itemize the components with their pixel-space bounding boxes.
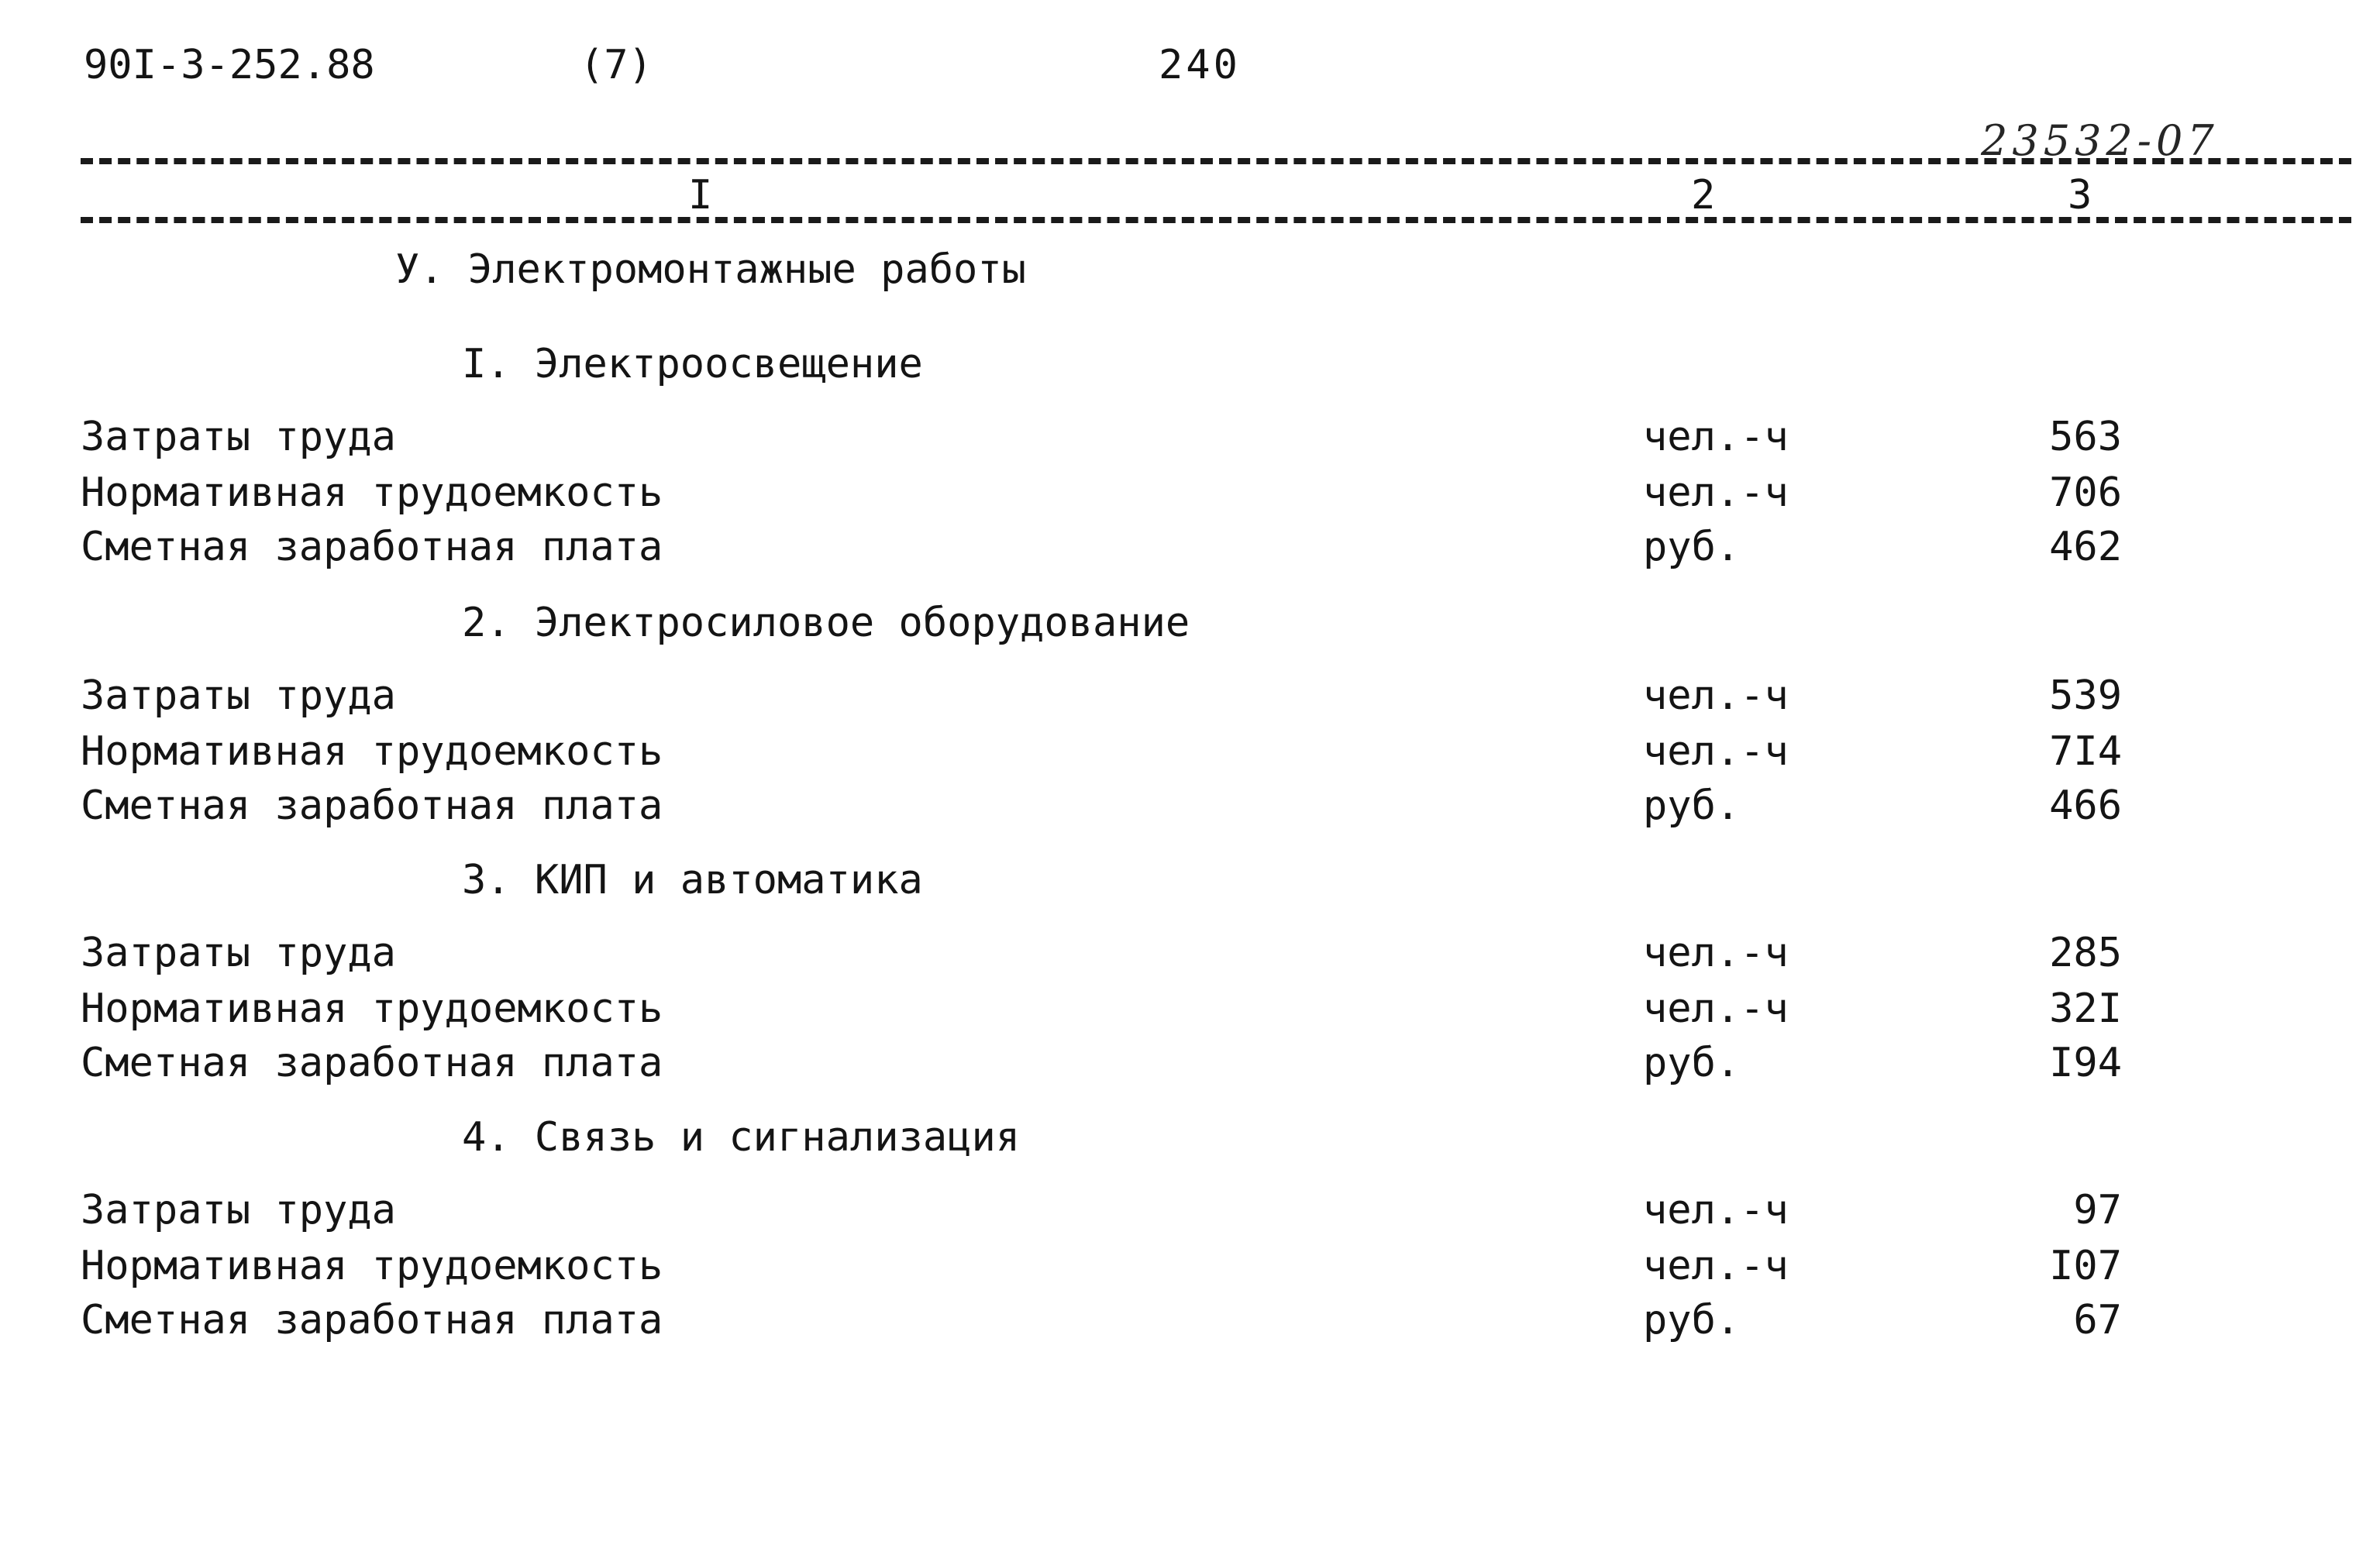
row-unit: руб. (1643, 524, 1741, 570)
row-unit: чел.-ч (1643, 673, 1789, 719)
row-value: 539 (2049, 673, 2122, 719)
row-unit: чел.-ч (1643, 986, 1789, 1032)
row-label: Нормативная трудоемкость (81, 1243, 663, 1289)
column-number-1: I (688, 172, 713, 218)
subsection-title: 2. Электросиловое оборудование (462, 600, 1190, 646)
row-value: 97 (2073, 1187, 2122, 1233)
row-unit: чел.-ч (1643, 930, 1789, 976)
row-label: Сметная заработная плата (81, 1040, 663, 1086)
row-label: Сметная заработная плата (81, 524, 663, 570)
row-unit: руб. (1643, 783, 1741, 829)
row-unit: чел.-ч (1643, 1187, 1789, 1233)
row-value: 285 (2049, 930, 2122, 976)
row-label: Затраты труда (81, 1187, 396, 1233)
subsection-title: 3. КИП и автоматика (462, 857, 923, 903)
subsection-title: I. Электроосвещение (462, 341, 923, 387)
dashed-rule-top (81, 158, 2351, 164)
row-label: Нормативная трудоемкость (81, 728, 663, 775)
row-label: Сметная заработная плата (81, 783, 663, 829)
document-code: 90I-3-252.88 (84, 42, 375, 88)
row-value: 462 (2049, 524, 2122, 570)
row-value: 32I (2049, 986, 2122, 1032)
row-unit: чел.-ч (1643, 414, 1789, 460)
row-unit: руб. (1643, 1297, 1741, 1343)
page-number: 240 (1159, 42, 1241, 88)
row-unit: чел.-ч (1643, 1243, 1789, 1289)
row-value: I94 (2049, 1040, 2122, 1086)
row-label: Затраты труда (81, 930, 396, 976)
row-value: 466 (2049, 783, 2122, 829)
row-unit: чел.-ч (1643, 470, 1789, 516)
row-label: Нормативная трудоемкость (81, 986, 663, 1032)
handwritten-number: 23532-07 (1981, 116, 2219, 165)
row-label: Нормативная трудоемкость (81, 470, 663, 516)
sheet-number: (7) (580, 42, 653, 88)
row-label: Затраты труда (81, 673, 396, 719)
row-value: 563 (2049, 414, 2122, 460)
column-number-2: 2 (1691, 172, 1716, 218)
row-value: 7I4 (2049, 728, 2122, 775)
dashed-rule-bottom (81, 217, 2351, 223)
row-value: I07 (2049, 1243, 2122, 1289)
row-value: 706 (2049, 470, 2122, 516)
section-title: У. Электромонтажные работы (395, 246, 1026, 293)
subsection-title: 4. Связь и сигнализация (462, 1114, 1021, 1161)
row-unit: чел.-ч (1643, 728, 1789, 775)
row-value: 67 (2073, 1297, 2122, 1343)
column-number-3: 3 (2068, 172, 2092, 218)
row-unit: руб. (1643, 1040, 1741, 1086)
row-label: Сметная заработная плата (81, 1297, 663, 1343)
row-label: Затраты труда (81, 414, 396, 460)
